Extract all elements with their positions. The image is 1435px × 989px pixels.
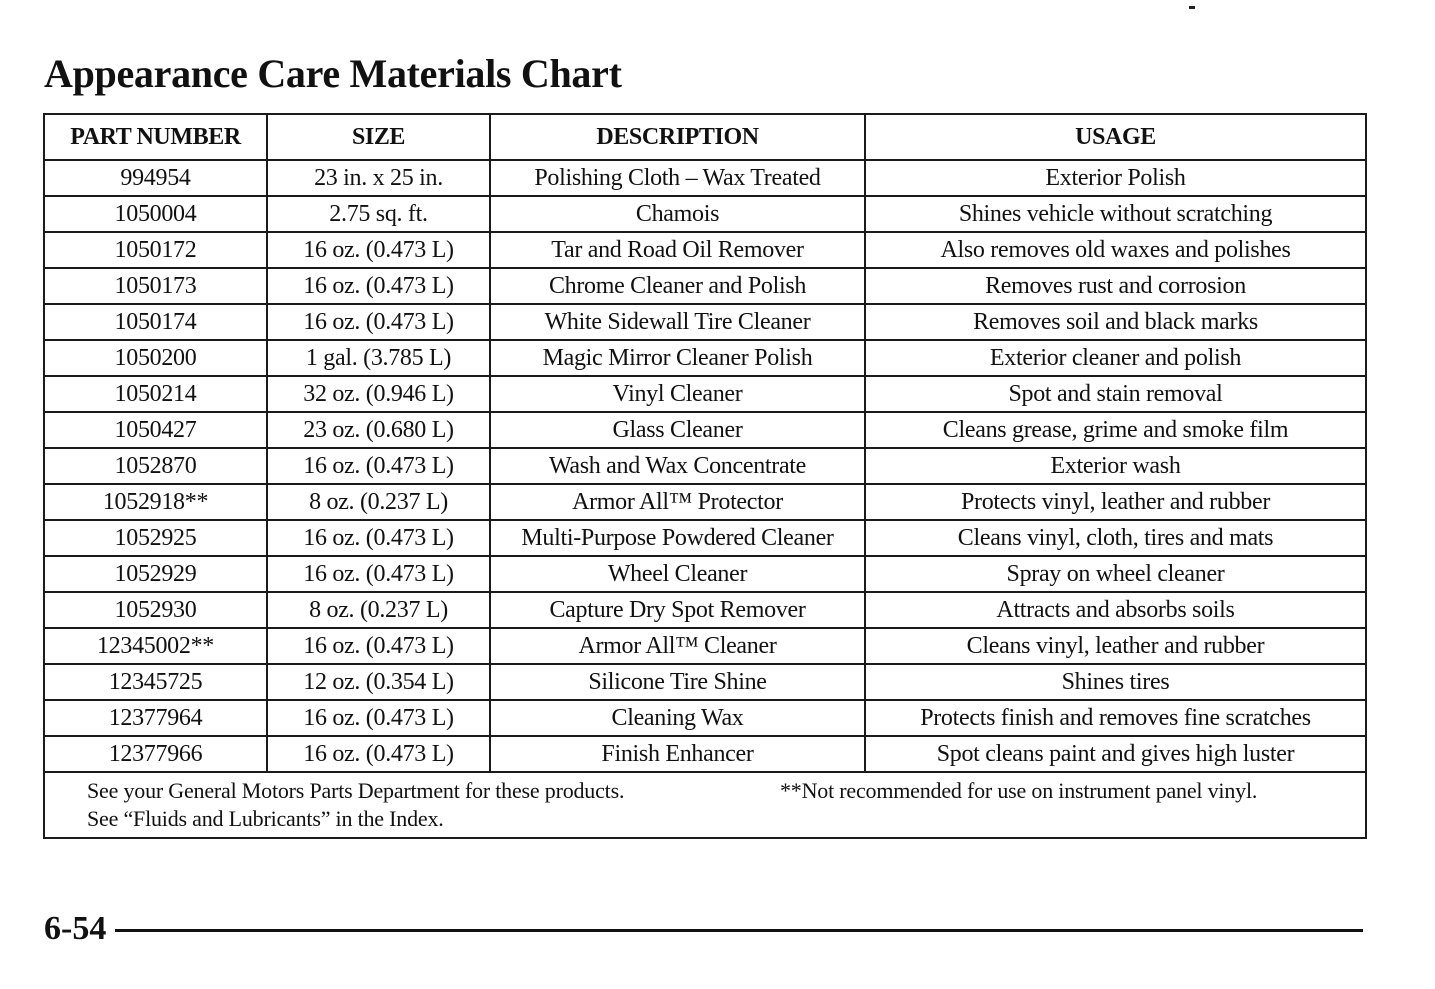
- cell-description: White Sidewall Tire Cleaner: [490, 304, 865, 340]
- table-row: [44, 592, 1366, 628]
- cell-usage: Exterior wash: [865, 448, 1366, 484]
- cell-size: 16 oz. (0.473 L): [267, 628, 490, 664]
- table-footer-row: [44, 772, 1366, 838]
- cell-usage: Removes rust and corrosion: [865, 268, 1366, 304]
- cell-description: Capture Dry Spot Remover: [490, 592, 865, 628]
- table-header-row: [44, 114, 1366, 160]
- cell-description: Polishing Cloth – Wax Treated: [490, 160, 865, 196]
- cell-description: Chamois: [490, 196, 865, 232]
- cell-size: 23 in. x 25 in.: [267, 160, 490, 196]
- table-row: [44, 340, 1366, 376]
- cell-usage: Protects vinyl, leather and rubber: [865, 484, 1366, 520]
- cell-description: Wash and Wax Concentrate: [490, 448, 865, 484]
- header-size: SIZE: [267, 114, 490, 160]
- cell-description: Vinyl Cleaner: [490, 376, 865, 412]
- cell-part-number: 1050214: [44, 376, 267, 412]
- cell-size: 12 oz. (0.354 L): [267, 664, 490, 700]
- page-rule: [115, 929, 1363, 932]
- header-part-number: PART NUMBER: [44, 114, 267, 160]
- cell-description: Cleaning Wax: [490, 700, 865, 736]
- table-footer: [44, 772, 1366, 838]
- scan-speck: [1189, 6, 1195, 9]
- cell-size: 32 oz. (0.946 L): [267, 376, 490, 412]
- cell-part-number: 1050173: [44, 268, 267, 304]
- cell-size: 16 oz. (0.473 L): [267, 232, 490, 268]
- cell-size: 23 oz. (0.680 L): [267, 412, 490, 448]
- cell-description: Glass Cleaner: [490, 412, 865, 448]
- cell-part-number: 1050427: [44, 412, 267, 448]
- cell-part-number: 12345725: [44, 664, 267, 700]
- cell-description: Chrome Cleaner and Polish: [490, 268, 865, 304]
- cell-part-number: 12345002**: [44, 628, 267, 664]
- cell-description: Armor All™ Protector: [490, 484, 865, 520]
- table-row: [44, 556, 1366, 592]
- cell-size: 16 oz. (0.473 L): [267, 700, 490, 736]
- cell-size: 16 oz. (0.473 L): [267, 304, 490, 340]
- cell-size: 16 oz. (0.473 L): [267, 736, 490, 772]
- table-row: [44, 196, 1366, 232]
- cell-size: 16 oz. (0.473 L): [267, 556, 490, 592]
- cell-part-number: 1050172: [44, 232, 267, 268]
- table-row: [44, 304, 1366, 340]
- cell-description: Armor All™ Cleaner: [490, 628, 865, 664]
- cell-usage: Spot cleans paint and gives high luster: [865, 736, 1366, 772]
- cell-usage: Protects finish and removes fine scratches: [865, 700, 1366, 736]
- cell-description: Wheel Cleaner: [490, 556, 865, 592]
- cell-size: 8 oz. (0.237 L): [267, 484, 490, 520]
- cell-usage: Removes soil and black marks: [865, 304, 1366, 340]
- table-row: [44, 448, 1366, 484]
- table-row: [44, 376, 1366, 412]
- footer-parts-note: See your General Motors Parts Department for these products.: [87, 778, 625, 803]
- cell-usage: Attracts and absorbs soils: [865, 592, 1366, 628]
- cell-part-number: 1050200: [44, 340, 267, 376]
- cell-usage: Also removes old waxes and polishes: [865, 232, 1366, 268]
- cell-part-number: 1052929: [44, 556, 267, 592]
- page-number: 6-54: [44, 910, 107, 947]
- table-row: [44, 628, 1366, 664]
- cell-usage: Shines tires: [865, 664, 1366, 700]
- table-row: [44, 484, 1366, 520]
- cell-part-number: 1050004: [44, 196, 267, 232]
- cell-part-number: 1052918**: [44, 484, 267, 520]
- header-usage: USAGE: [865, 114, 1366, 160]
- page-title: Appearance Care Materials Chart: [44, 51, 622, 96]
- cell-description: Finish Enhancer: [490, 736, 865, 772]
- table-row: [44, 160, 1366, 196]
- cell-part-number: 994954: [44, 160, 267, 196]
- table-row: [44, 268, 1366, 304]
- cell-size: 16 oz. (0.473 L): [267, 448, 490, 484]
- cell-part-number: 1052930: [44, 592, 267, 628]
- cell-description: Tar and Road Oil Remover: [490, 232, 865, 268]
- table-row: [44, 232, 1366, 268]
- header-description: DESCRIPTION: [490, 114, 865, 160]
- footer-asterisk-note: **Not recommended for use on instrument panel vinyl.: [780, 778, 1258, 803]
- cell-description: Silicone Tire Shine: [490, 664, 865, 700]
- table-row: [44, 412, 1366, 448]
- table-row: [44, 664, 1366, 700]
- cell-usage: Shines vehicle without scratching: [865, 196, 1366, 232]
- cell-size: 2.75 sq. ft.: [267, 196, 490, 232]
- cell-usage: Spot and stain removal: [865, 376, 1366, 412]
- cell-usage: Spray on wheel cleaner: [865, 556, 1366, 592]
- cell-size: 16 oz. (0.473 L): [267, 520, 490, 556]
- cell-part-number: 12377966: [44, 736, 267, 772]
- cell-usage: Cleans grease, grime and smoke film: [865, 412, 1366, 448]
- footer-index-note: See “Fluids and Lubricants” in the Index.: [87, 806, 444, 831]
- cell-usage: Cleans vinyl, leather and rubber: [865, 628, 1366, 664]
- cell-description: Multi-Purpose Powdered Cleaner: [490, 520, 865, 556]
- cell-part-number: 12377964: [44, 700, 267, 736]
- cell-description: Magic Mirror Cleaner Polish: [490, 340, 865, 376]
- cell-size: 1 gal. (3.785 L): [267, 340, 490, 376]
- care-materials-table: [43, 113, 1367, 839]
- cell-part-number: 1050174: [44, 304, 267, 340]
- table-row: [44, 520, 1366, 556]
- cell-part-number: 1052870: [44, 448, 267, 484]
- cell-size: 8 oz. (0.237 L): [267, 592, 490, 628]
- table-row: [44, 700, 1366, 736]
- cell-usage: Exterior Polish: [865, 160, 1366, 196]
- table-row: [44, 736, 1366, 772]
- cell-part-number: 1052925: [44, 520, 267, 556]
- cell-size: 16 oz. (0.473 L): [267, 268, 490, 304]
- cell-usage: Exterior cleaner and polish: [865, 340, 1366, 376]
- cell-usage: Cleans vinyl, cloth, tires and mats: [865, 520, 1366, 556]
